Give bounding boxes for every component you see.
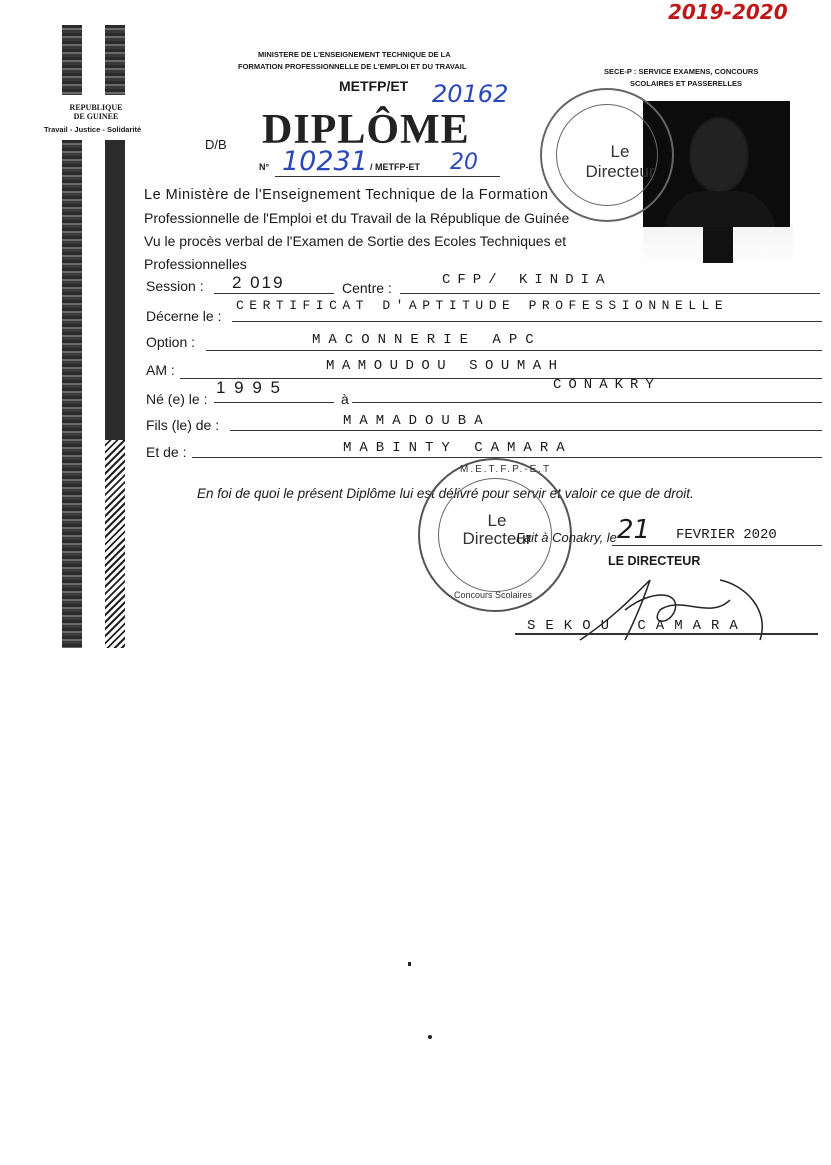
fils-underline xyxy=(230,430,822,431)
speck xyxy=(428,1035,432,1039)
centre-label: Centre : xyxy=(342,280,392,296)
director-signature xyxy=(570,570,790,650)
am-value: MAMOUDOU SOUMAH xyxy=(326,358,565,374)
session-label: Session : xyxy=(146,278,204,294)
page-title: DIPLÔME xyxy=(262,107,470,153)
centre-value: CFP/ KINDIA xyxy=(442,272,612,288)
number-underline xyxy=(275,176,500,177)
photo-face-shape xyxy=(691,119,747,191)
intro-line-4: Professionnelles xyxy=(144,256,247,272)
fait-day: 21 xyxy=(617,515,651,545)
bottom-stamp-ring-top: M.E.T.F.P.-E.T xyxy=(460,464,552,475)
etde-label: Et de : xyxy=(146,444,187,460)
ministry-abbr: METFP/ET xyxy=(339,78,409,94)
ministry-handwritten-number: 20162 xyxy=(432,80,509,108)
motto: Travail - Justice - Solidarité xyxy=(44,125,142,134)
director-underline xyxy=(515,633,818,635)
fils-value: MAMADOUBA xyxy=(343,413,491,429)
photo-shirt-shape xyxy=(665,191,775,227)
left-bar-outer-lower xyxy=(62,140,82,648)
left-bar-inner-lower xyxy=(105,140,125,648)
session-underline xyxy=(214,293,334,294)
ne-value: 1 9 9 5 xyxy=(216,378,282,397)
service-line-2: SCOLAIRES ET PASSERELLES xyxy=(630,79,742,88)
number-prefix: N° xyxy=(259,162,270,172)
a-underline xyxy=(352,402,822,403)
a-value: CONAKRY xyxy=(553,377,661,393)
photo-bottom-strip xyxy=(643,227,793,267)
ne-label: Né (e) le : xyxy=(146,391,208,407)
handwritten-year: 2019-2020 xyxy=(668,0,788,24)
director-name: SEKOU CAMARA xyxy=(527,618,748,634)
left-bar-outer xyxy=(62,25,82,95)
top-stamp-center: Le Directeur xyxy=(585,142,655,181)
service-line-1: SECE-P : SERVICE EXAMENS, CONCOURS xyxy=(604,67,759,76)
option-underline xyxy=(206,350,822,351)
fait-underline xyxy=(612,545,822,546)
a-label: à xyxy=(341,391,349,407)
ministry-line-1: MINISTERE DE L'ENSEIGNEMENT TECHNIQUE DE LA xyxy=(258,50,451,59)
option-value: MACONNERIE APC xyxy=(312,332,542,348)
speck xyxy=(408,962,411,966)
decerne-underline xyxy=(232,321,822,322)
option-label: Option : xyxy=(146,334,196,350)
director-title: LE DIRECTEUR xyxy=(608,554,701,568)
intro-line-2: Professionnelle de l'Emploi et du Travail de la République de Guinée xyxy=(144,210,570,226)
number-suffix: / METFP-ET xyxy=(370,162,420,172)
closing-statement: En foi de quoi le présent Diplôme lui est délivré pour servir et valoir ce que de droit. xyxy=(197,486,694,501)
bottom-stamp-ring-bottom: Concours Scolaires xyxy=(454,590,533,600)
decerne-label: Décerne le : xyxy=(146,308,222,324)
top-stamp xyxy=(540,88,674,222)
etde-underline xyxy=(192,457,822,458)
country-name: REPUBLIQUE DE GUINEE xyxy=(69,103,123,121)
am-label: AM : xyxy=(146,362,175,378)
fait-month-year: FEVRIER 2020 xyxy=(676,527,777,543)
number-year: 20 xyxy=(450,150,478,175)
fait-prefix: Fait à Conakry, le xyxy=(516,530,617,545)
etde-value: MABINTY CAMARA xyxy=(343,440,573,456)
decerne-value: CERTIFICAT D'APTITUDE PROFESSIONNELLE xyxy=(236,298,729,313)
left-bar-inner xyxy=(105,25,125,95)
bottom-stamp-center: Le Directeur xyxy=(462,511,532,548)
fils-label: Fils (le) de : xyxy=(146,417,220,433)
intro-line-3: Vu le procès verbal de l'Examen de Sortie des Ecoles Techniques et xyxy=(144,233,567,249)
ne-underline xyxy=(214,402,334,403)
db-code: D/B xyxy=(205,137,227,152)
intro-line-1: Le Ministère de l'Enseignement Technique de la Formation xyxy=(144,187,549,203)
ministry-line-2: FORMATION PROFESSIONNELLE DE L'EMPLOI ET DU TRAVAIL xyxy=(238,62,467,71)
centre-underline xyxy=(400,293,820,294)
photo-tie-shape xyxy=(703,227,733,263)
number-value: 10231 xyxy=(282,146,368,177)
session-value: 2 019 xyxy=(232,273,285,292)
